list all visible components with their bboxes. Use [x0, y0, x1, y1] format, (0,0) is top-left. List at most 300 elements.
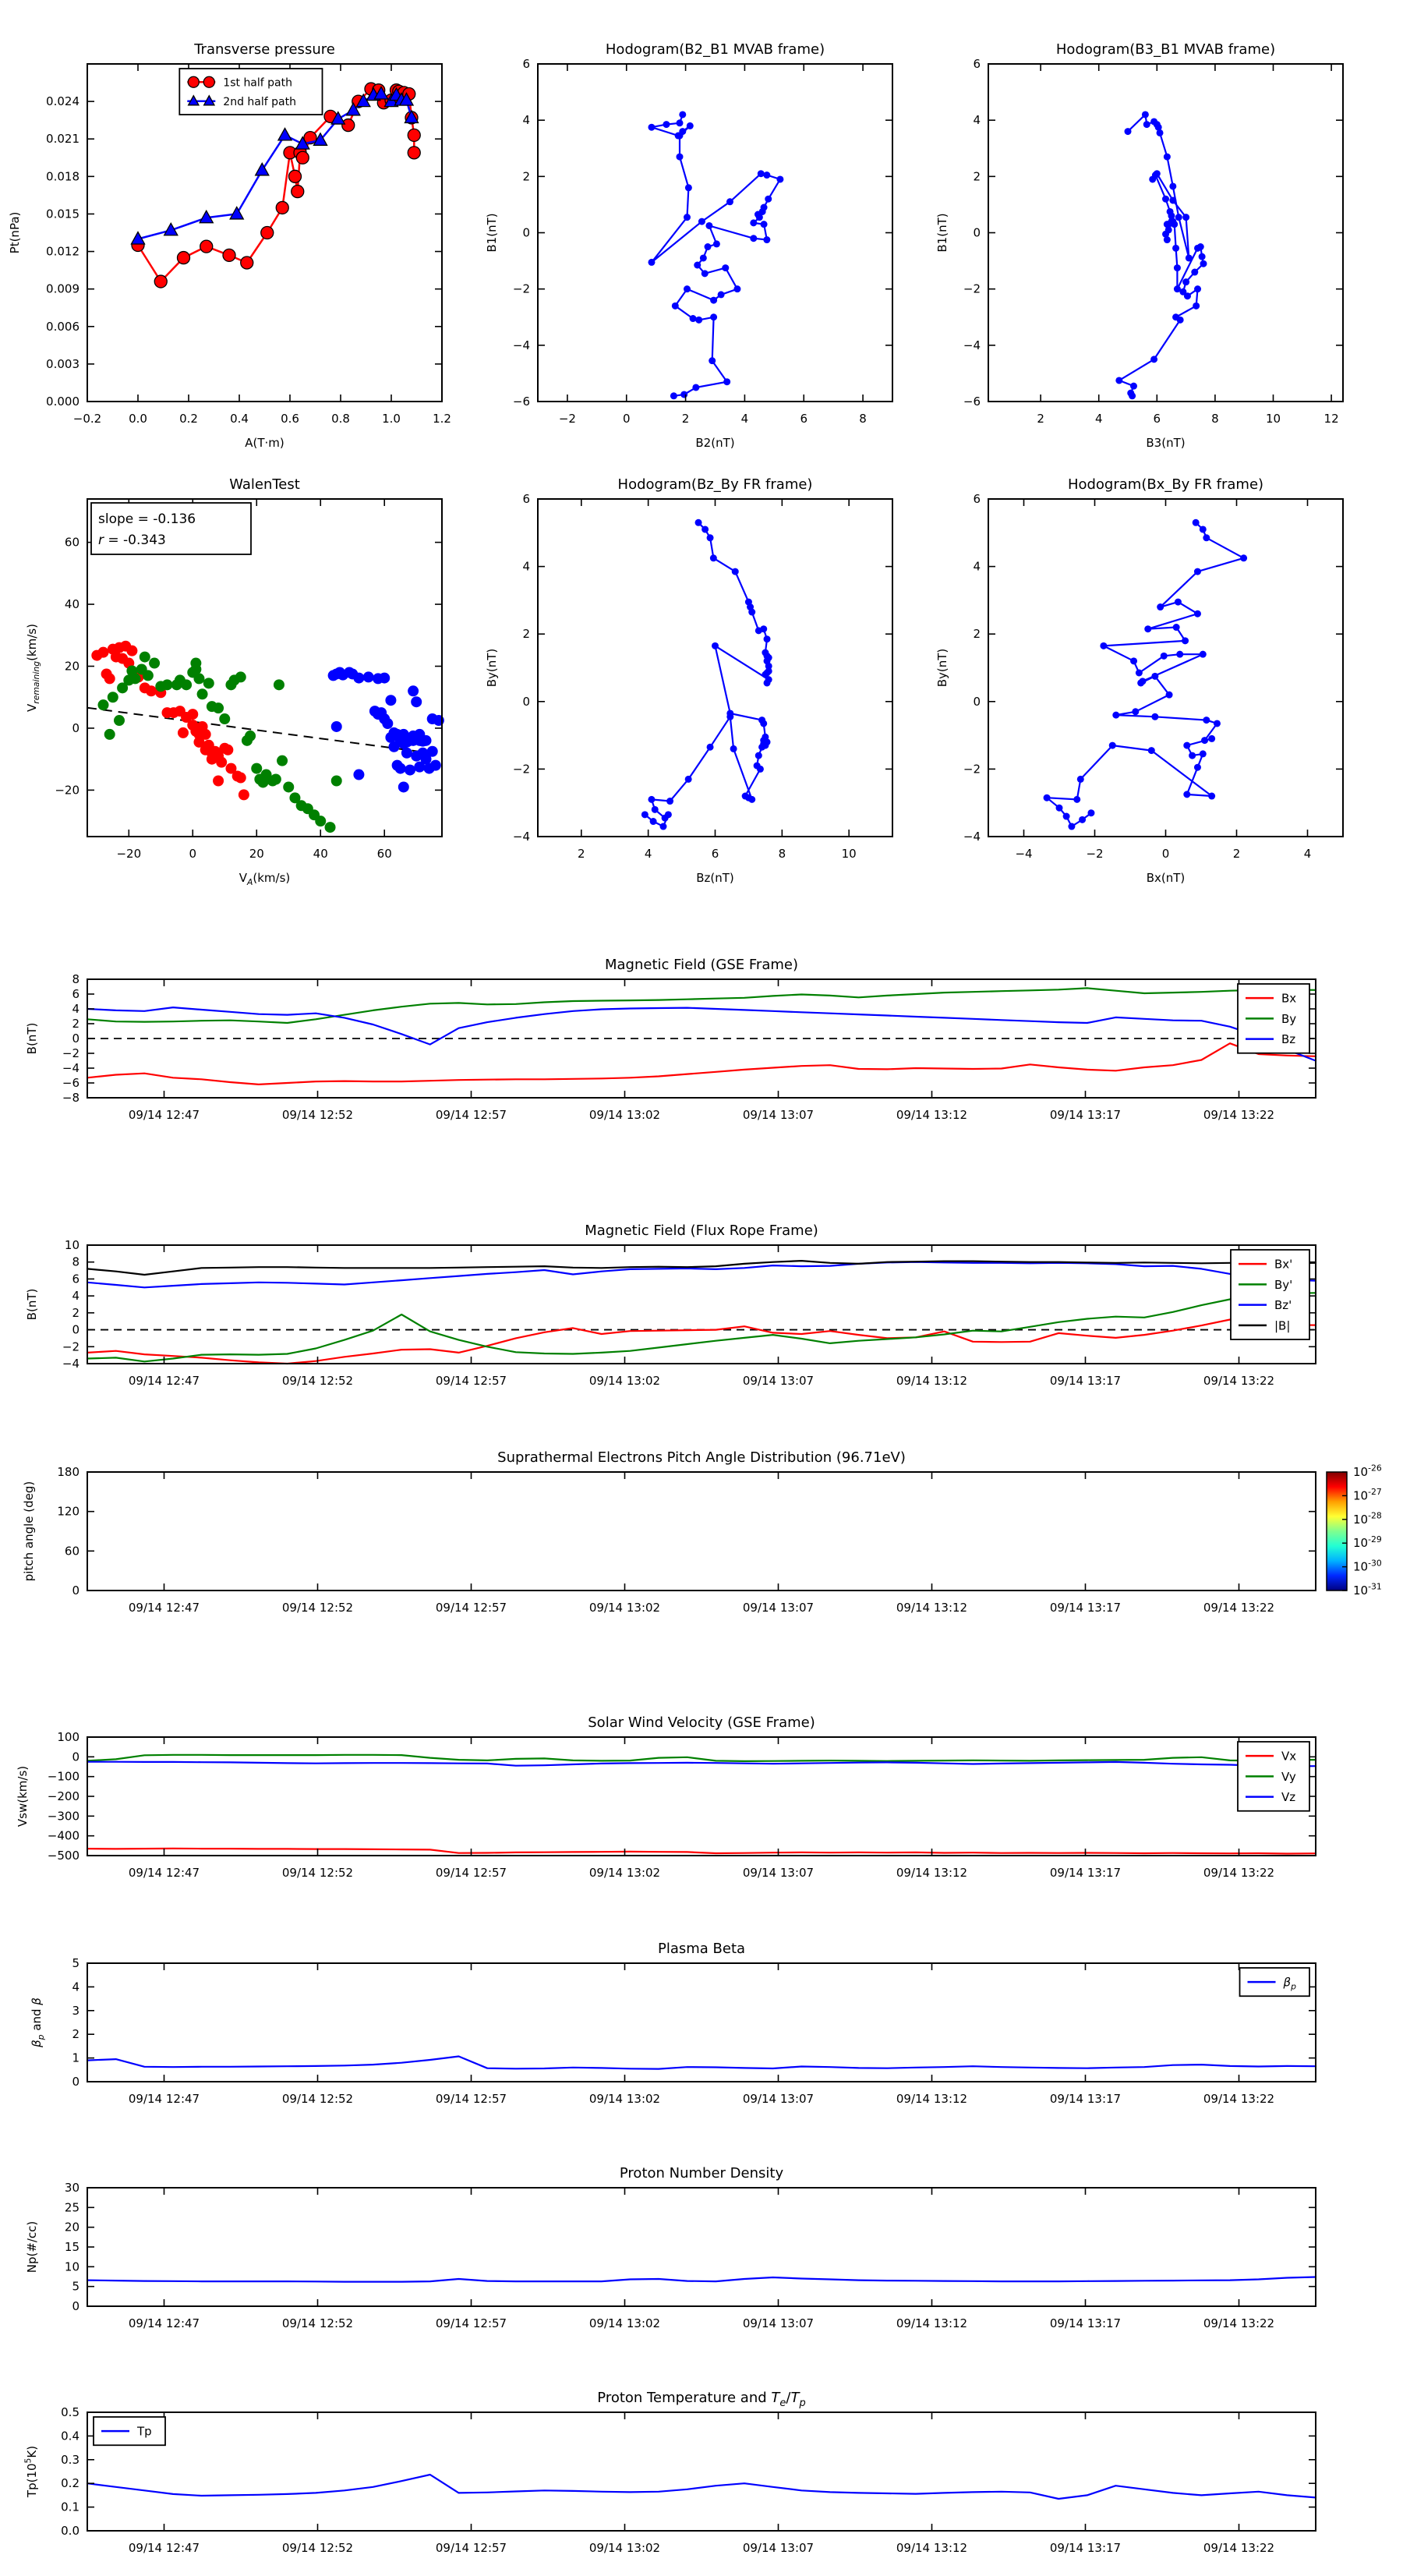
hodogram-b2-b1 — [485, 41, 892, 450]
marker-circle — [1157, 603, 1164, 610]
y-tick-label: 6 — [522, 492, 530, 506]
marker-circle — [684, 214, 691, 221]
marker-circle — [709, 357, 716, 364]
x-tick-label: −2 — [1086, 847, 1104, 861]
y-tick-label: 1 — [72, 2051, 80, 2065]
legend — [94, 2417, 165, 2445]
marker-circle — [1182, 637, 1189, 644]
marker-circle — [277, 755, 288, 766]
marker-circle — [1165, 226, 1172, 233]
marker-circle — [146, 685, 157, 696]
x-tick-label: 10 — [841, 847, 857, 861]
y-tick-label: −100 — [47, 1769, 80, 1784]
x-tick-label: 0 — [189, 847, 197, 861]
marker-circle — [722, 264, 729, 271]
y-tick-label: 8 — [72, 972, 80, 986]
marker-circle — [213, 775, 224, 786]
marker-circle — [1125, 128, 1132, 135]
marker-circle — [1063, 813, 1070, 820]
x-tick-label: 09/14 13:12 — [896, 2316, 968, 2330]
y-tick-label: 4 — [522, 559, 530, 574]
marker-circle — [325, 822, 336, 833]
y-tick-label: 0.009 — [46, 281, 80, 296]
x-tick-label: 09/14 12:52 — [281, 2092, 354, 2106]
y-tick-label: 0 — [72, 1750, 80, 1764]
marker-circle — [710, 297, 717, 304]
x-tick-label: 09/14 12:57 — [435, 1866, 507, 1880]
x-tick-label: 09/14 12:57 — [435, 2541, 507, 2555]
marker-circle — [1162, 196, 1169, 203]
marker-circle — [1152, 172, 1159, 179]
x-tick-label: 09/14 12:52 — [281, 1108, 354, 1122]
marker-circle — [382, 718, 393, 729]
y-tick-label: 5 — [72, 1956, 80, 1970]
y-tick-label: −4 — [512, 338, 530, 352]
y-tick-label: 0.006 — [46, 319, 80, 334]
legend-label: 1st half path — [223, 76, 293, 90]
colorbar-tick-label: $10^{-29}$ — [1353, 1534, 1382, 1551]
x-tick-label: 4 — [644, 847, 652, 861]
y-tick-label: 3 — [72, 2003, 80, 2018]
marker-circle — [1200, 750, 1207, 757]
marker-circle — [1182, 278, 1189, 285]
x-tick-label: 09/14 12:52 — [281, 2316, 354, 2330]
marker-circle — [723, 378, 730, 385]
marker-circle — [178, 252, 190, 264]
x-tick-label: 2 — [681, 412, 690, 426]
marker-circle — [353, 673, 364, 684]
x-tick-label: 09/14 12:47 — [128, 2316, 200, 2330]
y-tick-label: 6 — [973, 492, 981, 506]
x-tick-label: 09/14 13:22 — [1203, 1108, 1275, 1122]
x-axis-label: B3(nT) — [1146, 436, 1186, 450]
y-axis-label: Vsw(km/s) — [16, 1765, 30, 1828]
marker-circle — [216, 757, 227, 768]
marker-circle — [695, 519, 702, 526]
marker-circle — [760, 625, 767, 632]
y-tick-label: 0.4 — [61, 2429, 80, 2443]
marker-circle — [1169, 182, 1176, 189]
y-tick-label: 25 — [64, 2200, 80, 2215]
y-axis-label: $V_{remaining}(km/s)$ — [25, 624, 42, 712]
marker-circle — [710, 554, 717, 561]
marker-circle — [187, 709, 198, 720]
y-tick-label: 5 — [72, 2279, 80, 2294]
colorbar-tick-label: $10^{-28}$ — [1353, 1510, 1382, 1527]
marker-circle — [1186, 254, 1193, 261]
annotation-line: r = -0.343 — [98, 533, 166, 548]
y-tick-label: −4 — [62, 1061, 80, 1075]
marker-circle — [726, 713, 733, 720]
marker-circle — [97, 647, 108, 658]
marker-circle — [104, 729, 115, 740]
marker-circle — [700, 254, 707, 261]
y-tick-label: 0.0 — [61, 2524, 80, 2538]
y-tick-label: 40 — [64, 597, 80, 612]
y-tick-label: 20 — [64, 659, 80, 674]
x-tick-label: 09/14 13:12 — [896, 2092, 968, 2106]
x-tick-label: 09/14 13:17 — [1049, 2541, 1122, 2555]
marker-circle — [763, 172, 770, 179]
marker-circle — [648, 259, 655, 266]
x-tick-label: −20 — [116, 847, 142, 861]
y-tick-label: 0 — [72, 1583, 80, 1598]
marker-circle — [756, 214, 763, 221]
marker-circle — [1197, 243, 1204, 250]
x-tick-label: 40 — [313, 847, 328, 861]
marker-circle — [193, 673, 204, 684]
marker-circle — [748, 609, 755, 616]
marker-circle — [684, 285, 691, 292]
y-tick-label: 0.000 — [46, 395, 80, 409]
x-tick-label: 0.2 — [179, 412, 198, 426]
x-tick-label: 60 — [376, 847, 392, 861]
marker-circle — [401, 748, 412, 759]
x-tick-label: 09/14 13:07 — [742, 1866, 815, 1880]
y-tick-label: −2 — [963, 281, 981, 296]
x-tick-label: 09/14 13:17 — [1049, 1374, 1122, 1388]
vsw — [16, 1714, 1316, 1880]
marker-circle — [1148, 747, 1155, 754]
y-tick-label: −400 — [47, 1828, 80, 1843]
marker-circle — [1150, 356, 1157, 363]
legend-label: Bx — [1281, 991, 1297, 1006]
legend — [1231, 1250, 1309, 1339]
x-tick-label: 09/14 13:22 — [1203, 2316, 1275, 2330]
y-tick-label: 10 — [64, 1238, 80, 1252]
x-tick-label: 09/14 13:22 — [1203, 2092, 1275, 2106]
marker-circle — [405, 765, 415, 776]
marker-circle — [679, 111, 686, 118]
marker-circle — [1087, 809, 1094, 816]
marker-circle — [241, 257, 253, 269]
x-tick-label: 09/14 12:47 — [128, 1108, 200, 1122]
y-tick-label: 0.2 — [61, 2476, 80, 2491]
y-tick-label: 2 — [522, 627, 530, 642]
x-tick-label: 09/14 13:02 — [588, 1374, 661, 1388]
chart-title: Transverse pressure — [194, 41, 335, 58]
marker-circle — [1194, 610, 1201, 617]
marker-circle — [1189, 752, 1196, 759]
x-tick-label: 09/14 13:12 — [896, 1374, 968, 1388]
marker-circle — [385, 695, 396, 706]
marker-circle — [665, 811, 672, 818]
marker-circle — [1109, 742, 1116, 749]
x-tick-label: 09/14 13:22 — [1203, 1374, 1275, 1388]
x-tick-label: 0 — [1161, 847, 1170, 861]
chart-title: Proton Number Density — [619, 2165, 784, 2181]
marker-circle — [1208, 735, 1215, 742]
marker-circle — [1182, 214, 1189, 221]
x-tick-label: 09/14 13:02 — [588, 2316, 661, 2330]
x-tick-label: 09/14 13:22 — [1203, 1866, 1275, 1880]
y-axis-label: By(nT) — [485, 648, 499, 688]
y-tick-label: 0.021 — [46, 132, 80, 147]
x-tick-label: 6 — [1153, 412, 1161, 426]
x-tick-label: 09/14 13:02 — [588, 1601, 661, 1615]
plot-area — [87, 1963, 1316, 2082]
marker-circle — [178, 727, 189, 738]
legend — [179, 69, 322, 115]
marker-circle — [652, 806, 659, 813]
pitch-angle — [22, 1449, 1382, 1615]
x-axis-label: Bz(nT) — [696, 871, 734, 885]
x-tick-label: −4 — [1015, 847, 1033, 861]
marker-circle — [694, 261, 701, 268]
marker-circle — [685, 776, 692, 783]
marker-circle — [289, 170, 302, 182]
marker-circle — [395, 763, 406, 774]
legend-label: Vy — [1281, 1769, 1296, 1784]
x-tick-label: 6 — [711, 847, 719, 861]
chart-title: Solar Wind Velocity (GSE Frame) — [588, 1714, 815, 1731]
x-axis-label: A(T·m) — [245, 436, 284, 450]
marker-circle — [1200, 260, 1207, 267]
legend-label: Vz — [1281, 1790, 1296, 1805]
marker-circle — [331, 721, 342, 732]
marker-circle — [353, 770, 364, 780]
x-tick-label: 09/14 13:02 — [588, 1866, 661, 1880]
np — [25, 2165, 1316, 2330]
y-tick-label: 0.003 — [46, 356, 80, 371]
marker-circle — [1132, 708, 1139, 715]
y-tick-label: 2 — [973, 169, 981, 184]
marker-circle — [1161, 653, 1168, 660]
marker-circle — [398, 781, 409, 792]
y-tick-label: 10 — [64, 2259, 80, 2274]
marker-circle — [411, 696, 422, 707]
x-tick-label: 20 — [249, 847, 264, 861]
y-tick-label: −4 — [512, 830, 530, 844]
marker-circle — [1184, 292, 1191, 299]
marker-circle — [181, 679, 192, 690]
marker-circle — [1142, 111, 1149, 118]
marker-circle — [222, 745, 233, 755]
marker-circle — [1203, 717, 1210, 724]
colorbar-tick-label: $10^{-26}$ — [1353, 1463, 1382, 1479]
marker-circle — [270, 774, 281, 785]
annotation — [91, 503, 251, 554]
marker-circle — [1171, 221, 1178, 228]
marker-circle — [245, 731, 256, 741]
x-tick-label: 09/14 13:07 — [742, 1374, 815, 1388]
marker-circle — [235, 773, 246, 784]
marker-circle — [692, 384, 699, 391]
y-tick-label: 4 — [72, 1980, 80, 1994]
colorbar-tick-label: $10^{-27}$ — [1353, 1487, 1382, 1503]
legend-label: 2nd half path — [223, 95, 296, 108]
marker-circle — [707, 534, 714, 541]
y-tick-label: −300 — [47, 1809, 80, 1824]
walen-test — [25, 476, 444, 887]
x-tick-label: 09/14 12:47 — [128, 1601, 200, 1615]
marker-circle — [1183, 742, 1190, 749]
legend-label: Bz — [1281, 1032, 1296, 1047]
marker-circle — [1194, 764, 1201, 771]
legend-label: $\beta_p$ — [1283, 1975, 1296, 1992]
marker-circle — [1143, 121, 1150, 128]
legend-label: Bx' — [1274, 1257, 1293, 1272]
marker-circle — [1044, 794, 1051, 801]
marker-circle — [1115, 377, 1122, 384]
y-axis-label: B1(nT) — [935, 213, 949, 253]
marker-circle — [755, 752, 762, 759]
x-tick-label: 0.8 — [331, 412, 350, 426]
chart-title: Proton Temperature and $T_e/T_p$ — [597, 2390, 806, 2410]
marker-circle — [104, 673, 115, 684]
y-tick-label: 4 — [72, 1002, 80, 1016]
x-tick-label: 09/14 13:12 — [896, 1108, 968, 1122]
x-tick-label: 0.4 — [230, 412, 249, 426]
marker-circle — [1129, 392, 1136, 399]
y-tick-label: −8 — [62, 1091, 80, 1105]
y-axis-label: $Tp(10^5K)$ — [23, 2445, 39, 2498]
marker-circle — [197, 688, 208, 699]
y-tick-label: 0 — [72, 1031, 80, 1046]
y-tick-label: 6 — [522, 57, 530, 71]
y-tick-label: 20 — [64, 2220, 80, 2235]
y-tick-label: 0 — [72, 1322, 80, 1337]
beta — [30, 1941, 1316, 2106]
marker-circle — [698, 218, 705, 225]
x-tick-label: 09/14 13:17 — [1049, 1866, 1122, 1880]
marker-circle — [408, 685, 419, 696]
x-tick-label: 2 — [578, 847, 585, 861]
marker-circle — [712, 642, 719, 649]
x-tick-label: 09/14 13:07 — [742, 2316, 815, 2330]
marker-circle — [1175, 599, 1182, 606]
x-tick-label: 09/14 13:07 — [742, 2541, 815, 2555]
y-tick-label: 6 — [72, 1272, 80, 1286]
marker-circle — [296, 151, 309, 164]
marker-circle — [114, 715, 125, 726]
marker-circle — [283, 781, 294, 792]
x-tick-label: −2 — [558, 412, 576, 426]
legend-label: Vx — [1281, 1749, 1297, 1764]
x-tick-label: 09/14 12:47 — [128, 2541, 200, 2555]
x-tick-label: 0.0 — [129, 412, 147, 426]
marker-circle — [760, 720, 767, 727]
y-tick-label: 15 — [64, 2240, 80, 2254]
marker-circle — [710, 313, 717, 320]
marker-circle — [702, 525, 709, 533]
marker-circle — [705, 222, 712, 229]
marker-circle — [1130, 657, 1137, 664]
y-tick-label: −6 — [62, 1076, 80, 1090]
x-tick-label: −0.2 — [72, 412, 102, 426]
chart-title: Magnetic Field (GSE Frame) — [604, 957, 799, 973]
y-tick-label: 30 — [64, 2181, 80, 2195]
y-tick-label: 0.015 — [46, 207, 80, 221]
chart-title: Hodogram(B2_B1 MVAB frame) — [605, 41, 825, 58]
x-tick-label: 09/14 13:12 — [896, 2541, 968, 2555]
x-tick-label: 09/14 12:52 — [281, 1866, 354, 1880]
y-tick-label: 0 — [522, 694, 530, 709]
x-tick-label: 09/14 13:07 — [742, 1108, 815, 1122]
marker-circle — [1164, 236, 1171, 243]
marker-circle — [663, 121, 670, 128]
y-tick-label: 0 — [973, 694, 981, 709]
marker-circle — [1077, 776, 1084, 783]
x-tick-label: 1.0 — [382, 412, 401, 426]
x-tick-label: 09/14 12:47 — [128, 1866, 200, 1880]
marker-circle — [672, 303, 679, 310]
y-tick-label: 0.1 — [61, 2500, 80, 2514]
x-tick-label: 4 — [1303, 847, 1312, 861]
marker-circle — [251, 763, 262, 774]
y-tick-label: −4 — [963, 338, 981, 352]
x-tick-label: 09/14 13:07 — [742, 1601, 815, 1615]
y-tick-label: −2 — [512, 281, 530, 296]
marker-circle — [707, 744, 714, 751]
y-tick-label: 2 — [72, 2027, 80, 2042]
y-tick-label: −2 — [62, 1046, 80, 1060]
y-tick-label: 6 — [973, 57, 981, 71]
x-tick-label: 6 — [800, 412, 808, 426]
chart-title: Hodogram(Bz_By FR frame) — [617, 476, 813, 493]
marker-circle — [765, 676, 772, 683]
colorbar-tick-label: $10^{-30}$ — [1353, 1558, 1382, 1574]
marker-circle — [1175, 214, 1182, 221]
marker-circle — [680, 391, 687, 398]
y-tick-label: 0 — [973, 225, 981, 240]
marker-circle — [190, 663, 201, 674]
marker-circle — [1144, 625, 1151, 632]
y-axis-label: $\beta_p$ and β — [30, 1997, 47, 2047]
y-tick-label: 2 — [973, 627, 981, 642]
marker-circle — [143, 670, 154, 681]
marker-circle — [776, 175, 783, 182]
marker-circle — [1203, 534, 1210, 541]
plot-area — [538, 64, 892, 402]
marker-circle — [408, 147, 420, 159]
y-axis-label: B(nT) — [25, 1288, 39, 1321]
x-tick-label: 09/14 13:22 — [1203, 2541, 1275, 2555]
marker-circle — [1157, 129, 1164, 136]
x-tick-label: 09/14 13:17 — [1049, 1601, 1122, 1615]
marker-circle — [702, 270, 709, 277]
y-tick-label: 0.024 — [46, 94, 80, 109]
y-axis-label: Np(#/cc) — [25, 2220, 39, 2273]
colorbar-tick-label: $10^{-31}$ — [1353, 1581, 1382, 1598]
marker-circle — [331, 775, 342, 786]
marker-circle — [641, 811, 648, 818]
x-tick-label: 09/14 13:02 — [588, 2541, 661, 2555]
chart-title: Suprathermal Electrons Pitch Angle Distribution (96.71eV) — [497, 1449, 906, 1466]
x-axis-label: Bx(nT) — [1146, 871, 1186, 885]
y-tick-label: −6 — [963, 395, 981, 409]
chart-title: Magnetic Field (Flux Rope Frame) — [585, 1223, 818, 1239]
x-tick-label: 09/14 13:07 — [742, 2092, 815, 2106]
marker-circle — [421, 735, 432, 746]
legend — [1240, 1968, 1309, 1996]
y-tick-label: 120 — [57, 1504, 80, 1519]
marker-circle — [648, 124, 655, 131]
y-tick-label: 0 — [72, 2075, 80, 2089]
legend-label: Bz' — [1274, 1298, 1292, 1313]
marker-circle — [1056, 805, 1063, 812]
marker-circle — [379, 673, 390, 684]
y-tick-label: 0.018 — [46, 169, 80, 184]
marker-circle — [670, 392, 677, 399]
marker-circle — [761, 221, 768, 228]
y-tick-label: 0.012 — [46, 244, 80, 259]
x-tick-label: 8 — [1211, 412, 1219, 426]
mag-fr — [25, 1223, 1316, 1388]
marker-circle — [1174, 264, 1181, 271]
y-axis-label: pitch angle (deg) — [22, 1481, 36, 1582]
marker-circle — [1068, 823, 1075, 830]
